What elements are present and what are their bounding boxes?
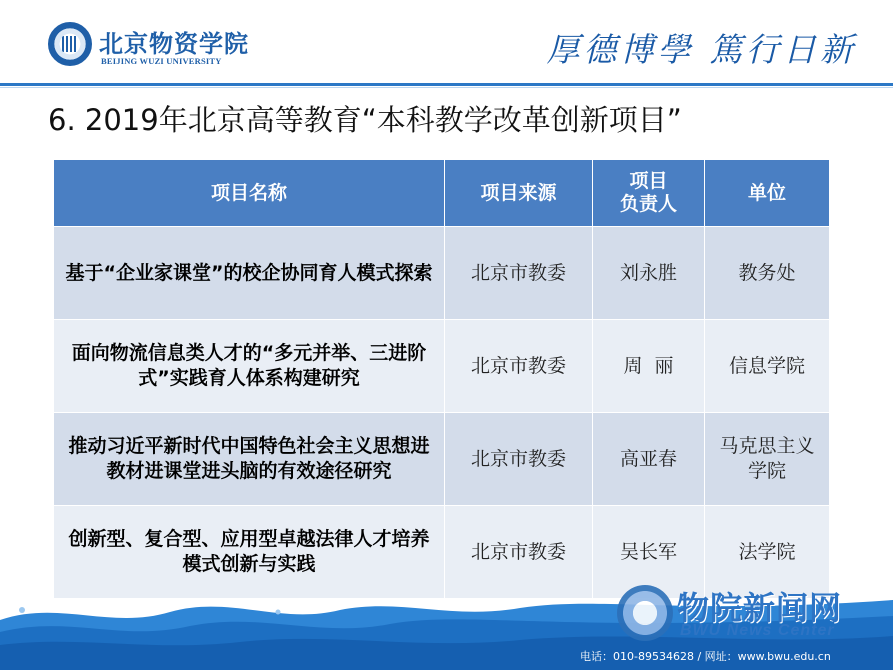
cell-source: 北京市教委 — [445, 506, 593, 599]
slide-header — [0, 0, 893, 84]
header-unit: 单位 — [705, 160, 830, 227]
header-divider — [0, 83, 893, 86]
cell-unit: 教务处 — [705, 227, 830, 320]
table-header-row — [54, 160, 830, 227]
cell-project-name: 面向物流信息类人才的“多元并举、三进阶式”实践育人体系构建研究 — [54, 320, 445, 413]
cell-unit: 信息学院 — [705, 320, 830, 413]
header-leader-line1: 项目 — [629, 170, 668, 192]
cell-source: 北京市教委 — [445, 227, 593, 320]
header-leader-line2: 负责人 — [619, 193, 677, 215]
header-divider-thin — [0, 87, 893, 88]
news-center-name: 物院新闻网 — [677, 589, 843, 627]
table-row — [54, 320, 830, 413]
cell-unit: 法学院 — [705, 506, 830, 599]
footer-contact: 电话：010-89534628 / 网址：www.bwu.edu.cn — [580, 650, 831, 663]
cell-source: 北京市教委 — [445, 413, 593, 506]
cell-leader: 刘永胜 — [593, 227, 705, 320]
cell-leader: 吴长军 — [593, 506, 705, 599]
cell-source: 北京市教委 — [445, 320, 593, 413]
cell-project-name: 基于“企业家课堂”的校企协同育人模式探索 — [54, 227, 445, 320]
slide-title: 6. 2019年北京高等教育“本科教学改革创新项目” — [48, 103, 682, 137]
school-motto: 厚德博學 篤行日新 — [546, 30, 857, 69]
cell-project-name: 创新型、复合型、应用型卓越法律人才培养模式创新与实践 — [54, 506, 445, 599]
header-project-name: 项目名称 — [54, 160, 445, 227]
news-center-name-en: BWU News Center — [680, 622, 835, 639]
news-center-logo-icon — [617, 585, 673, 641]
header-project-source: 项目来源 — [445, 160, 593, 227]
cell-leader: 高亚春 — [593, 413, 705, 506]
cell-project-name: 推动习近平新时代中国特色社会主义思想进教材进课堂进头脑的有效途径研究 — [54, 413, 445, 506]
table-row — [54, 227, 830, 320]
cell-leader: 周 丽 — [593, 320, 705, 413]
school-seal-logo — [48, 22, 92, 66]
project-table — [53, 159, 830, 599]
cell-unit: 马克思主义学院 — [705, 413, 830, 506]
header-project-leader — [593, 160, 705, 227]
table-row — [54, 413, 830, 506]
school-name-cn: 北京物资学院 — [99, 29, 249, 58]
school-name-en: BEIJING WUZI UNIVERSITY — [101, 56, 222, 66]
